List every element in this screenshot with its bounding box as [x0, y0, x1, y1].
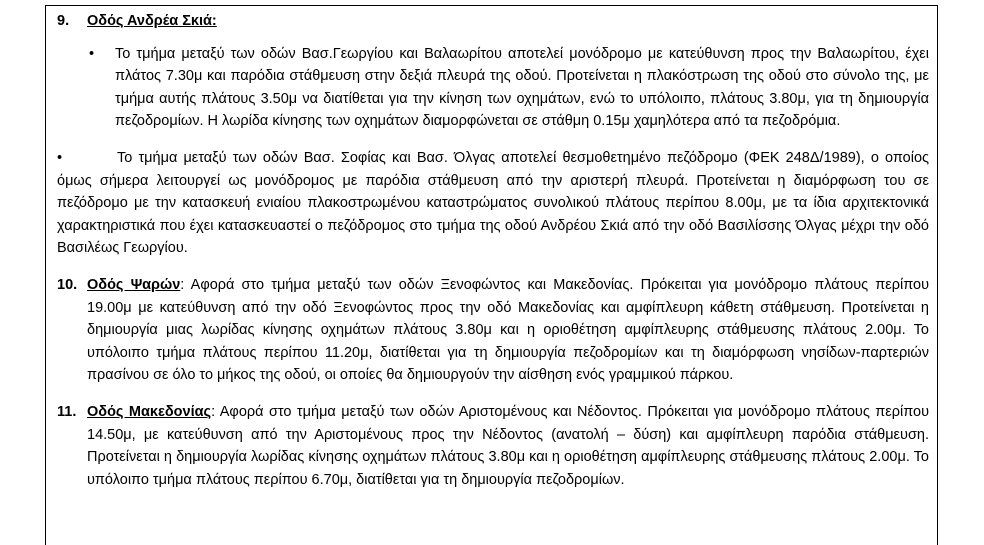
section-9-title: Οδός Ανδρέα Σκιά:	[87, 13, 217, 29]
section-10-title: Οδός Ψαρών	[87, 276, 181, 293]
section-11-number: 11.	[57, 403, 77, 420]
section-9-bullet-2-text: Το τμήμα μεταξύ των οδών Βασ. Σοφίας και Βασ. Όλγας αποτελεί θεσμοθετημένο πεζόδρομο (ΦΕΚ 248Δ/1989), ο οποίος όμως σήμερα λειτουργεί ως μονόδρομος με παρόδια στάθμευση από την αριστερή πλευρά. Προτείνεται η διαμόρφωση του σε πεζόδρομο με την κατασκευή ενιαίου πλακοστρωμένου καταστρώματος συνολικού πλάτους περίπου 8.00μ, με τα ίδια αρχιτεκτονικά χαρακτηριστικά που έχει κατασκευαστεί ο πεζόδρομος στο τμήμα της οδού Ανδρέου Σκιά από την οδό Βασιλίσσης Όλγας μέχρι την οδό Βασιλέως Γεωργίου.	[57, 149, 929, 257]
section-9-bullet-1-text: Το τμήμα μεταξύ των οδών Βασ.Γεωργίου και Βαλαωρίτου αποτελεί μονόδρομο με κατεύθυνση προς την Βαλαωρίτου, έχει πλάτος 7.30μ και παρόδια στάθμευση στην δεξιά πλευρά της οδού. Προτείνεται η πλακόστρωση της οδού στο σύνολο της, με τμήμα αυτής πλάτους 3.50μ να διατίθεται για την κίνηση των οχημάτων, ενώ το υπόλοιπο, πλάτους 3.80μ, για τη δημιουργία πεζοδρομίων. Η λωρίδα κίνησης των οχημάτων διαμορφώνεται σε στάθμη 0.15μ χαμηλότερα από τα πεζοδρόμια.	[115, 45, 929, 130]
bullet-icon: •	[89, 45, 95, 62]
section-10-text: : Αφορά στο τμήμα μεταξύ των οδών Ξενοφώντος και Μακεδονίας. Πρόκειται για μονόδρομο πλάτους περίπου 19.00μ με κατεύθυνση από την οδό Ξενοφώντος προς την οδό Μακεδονίας και αμφίπλευρη κάθετη στάθμευση. Προτείνεται η δημιουργία μιας λωρίδας κίνησης οχημάτων πλάτους 3.80μ και η οριοθέτηση αμφίπλευρης στάθμευσης πλάτους 2.00μ. Το υπόλοιπο τμήμα πλάτους περίπου 11.20μ, διατίθεται για τη δημιουργία πεζοδρομίων και τη διαμόρφωση νησίδων-παρτεριών πρασίνου σε όλο το μήκος της οδού, οι οποίες θα δημιουργούν την αίσθηση ενός γραμμικού πάρκου.	[87, 276, 930, 384]
section-10	[57, 274, 929, 387]
section-9-number: 9.	[57, 13, 70, 29]
section-9-bullet-1	[57, 43, 929, 133]
bullet-icon: •	[57, 149, 63, 166]
section-11-text: : Αφορά στο τμήμα μεταξύ των οδών Αριστομένους και Νέδοντος. Πρόκειται για μονόδρομο πλάτους περίπου 14.50μ, με κατεύθυνση από την Αριστομένους προς την Νέδοντος (ανατολή – δύση) και αμφίπλευρη παρόδια στάθμευση. Προτείνεται η δημιουργία λωρίδας κίνησης οχημάτων πλάτους 3.80μ και η οριοθέτηση αμφίπλευρης στάθμευσης πλάτους 2.00μ. Το υπόλοιπο τμήμα πλάτους περίπου 6.70μ, διατίθεται για τη δημιουργία πεζοδρομίων.	[87, 403, 930, 488]
section-9-bullet-2	[57, 147, 929, 260]
section-10-number: 10.	[57, 276, 78, 293]
section-9-heading	[57, 10, 929, 33]
section-11-title: Οδός Μακεδονίας	[87, 403, 212, 420]
section-11	[57, 401, 929, 491]
document-body	[57, 10, 929, 491]
